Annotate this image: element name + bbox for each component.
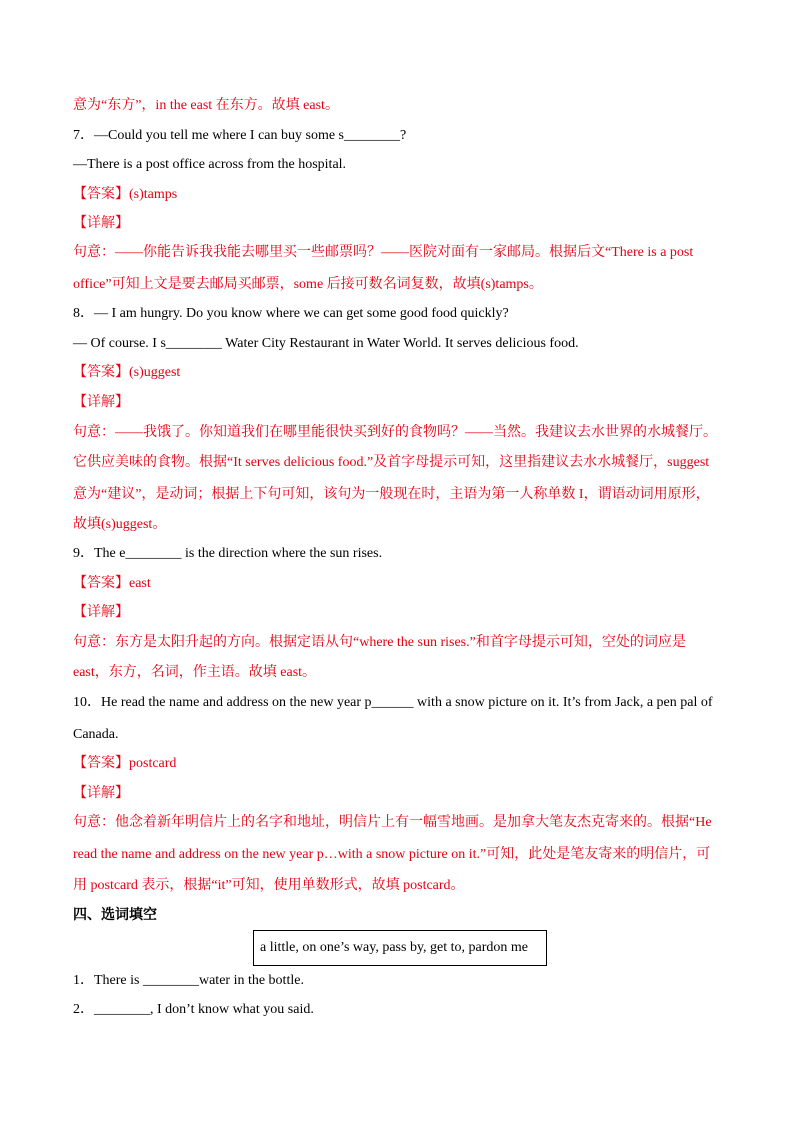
question-7: 7．—Could you tell me where I can buy some s________? (73, 128, 407, 143)
question-10-continued: Canada. (73, 727, 119, 742)
answer-7: 【答案】(s)tamps (73, 187, 178, 202)
question-8-reply: — Of course. I s________ Water City Restaurant in Water World. It serves delicious food. (73, 336, 579, 351)
answer-10: 【答案】postcard (73, 756, 177, 771)
explanation-line: 句意：东方是太阳升起的方向。根据定语从句“where the sun rises.”和首字母提示可知，空处的词应是 (73, 635, 686, 650)
explanation-line: 意为“东方”，in the east 在东方。故填 east。 (73, 98, 339, 113)
fill-question-1: 1．There is ________water in the bottle. (73, 973, 304, 988)
explanation-line: read the name and address on the new year p…with a snow picture on it.”可知，此处是笔友寄来的明信片，可 (73, 847, 711, 862)
explanation-line: east，东方，名词，作主语。故填 east。 (73, 665, 317, 680)
explanation-label-9: 【详解】 (73, 605, 129, 620)
explanation-line: 句意：——我饿了。你知道我们在哪里能很快买到好的食物吗？——当然。我建议去水世界的水城餐厅。 (73, 425, 717, 440)
explanation-line: 它供应美味的食物。根据“It serves delicious food.”及首字母提示可知，这里指建议去水水城餐厅，suggest (73, 455, 710, 470)
question-9: 9．The e________ is the direction where the sun rises. (73, 546, 383, 561)
word-bank-box (253, 930, 547, 966)
explanation-label-10: 【详解】 (73, 786, 129, 801)
question-10: 10．He read the name and address on the new year p______ with a snow picture on it. It’s from Jack, a pen pal of (73, 695, 713, 710)
explanation-label-8: 【详解】 (73, 395, 129, 410)
answer-9: 【答案】east (73, 576, 151, 591)
explanation-line: 句意：——你能告诉我我能去哪里买一些邮票吗？——医院对面有一家邮局。根据后文“There is a post (73, 245, 694, 260)
explanation-line: 句意：他念着新年明信片上的名字和地址，明信片上有一幅雪地画。是加拿大笔友杰克寄来的。根据“He (73, 815, 712, 830)
fill-question-2: 2．________, I don’t know what you said. (73, 1002, 314, 1017)
explanation-line: office”可知上文是要去邮局买邮票，some 后接可数名词复数，故填(s)tamps。 (73, 277, 543, 292)
section-heading: 四、选词填空 (73, 908, 157, 923)
word-bank-text: a little, on one’s way, pass by, get to, pardon me (260, 940, 529, 955)
answer-8: 【答案】(s)uggest (73, 365, 181, 380)
explanation-line: 故填(s)uggest。 (73, 517, 167, 532)
explanation-label-7: 【详解】 (73, 216, 129, 231)
explanation-line: 用 postcard 表示，根据“it”可知，使用单数形式，故填 postcard。 (73, 878, 465, 893)
question-7-reply: —There is a post office across from the hospital. (73, 157, 347, 172)
explanation-line: 意为“建议”，是动词；根据上下句可知，该句为一般现在时，主语为第一人称单数 I，谓语动词用原形， (73, 487, 710, 502)
question-8: 8．— I am hungry. Do you know where we can get some good food quickly? (73, 306, 509, 321)
